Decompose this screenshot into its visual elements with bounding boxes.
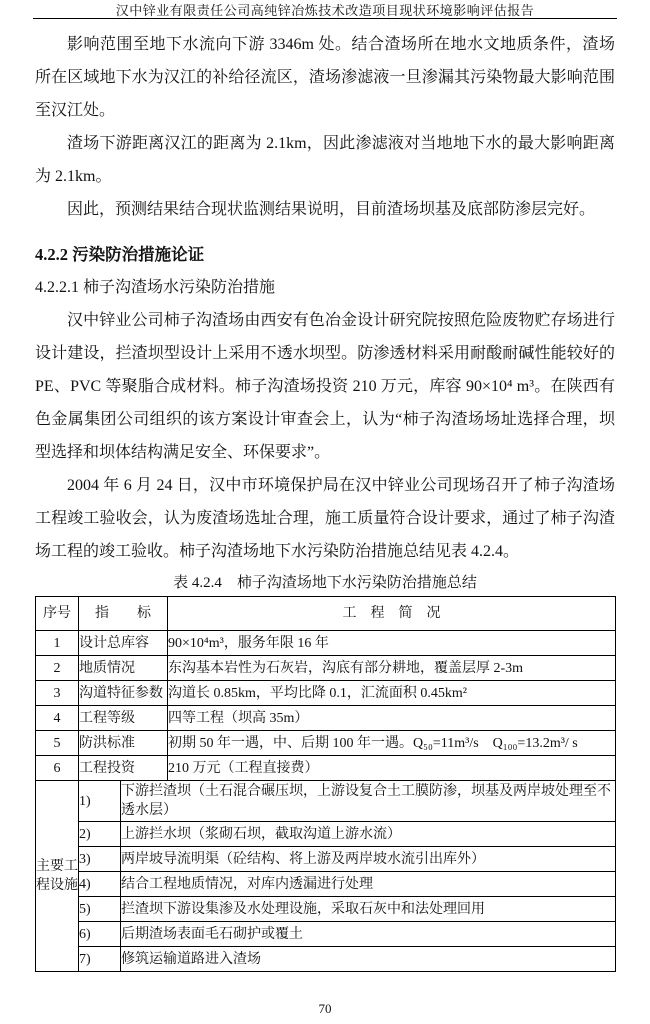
- facility-row: [36, 781, 616, 822]
- indicator-cell: 设计总库容: [79, 631, 168, 656]
- facility-number-cell: 1): [79, 781, 121, 822]
- facility-row: [36, 922, 616, 947]
- section-heading: 4.2.2 污染防治措施论证: [35, 245, 205, 264]
- paragraph: 汉中锌业公司柿子沟渣场由西安有色冶金设计研究院按照危险废物贮存场进行设计建设，拦渣坝型设计上采用不透水坝型。防渗透材料采用耐酸耐碱性能较好的 PE、PVC 等聚脂合成材料。柿子沟渣场投资 210 万元，库容 90×10⁴ m³。在陕西有色金属集团公司组织的该方案设计审查会上，认为“柿子沟渣场场址选择合理，坝型选择和坝体结构满足安全、环保要求”。: [35, 312, 615, 461]
- facility-row: [36, 947, 616, 972]
- indicator-cell: 工程等级: [79, 706, 168, 731]
- paragraph: 渣场下游距离汉江的距离为 2.1km，因此渗滤液对当地地下水的最大影响距离为 2.1km。: [35, 135, 615, 185]
- table-caption: 表 4.2.4 柿子沟渣场地下水污染防治措施总结: [173, 575, 477, 591]
- facility-number-cell: 6): [79, 922, 121, 947]
- page-number: 70: [318, 1001, 332, 1016]
- paragraph: 因此，预测结果结合现状监测结果说明，目前渣场坝基及底部防渗层完好。: [67, 201, 596, 218]
- table-row: [36, 731, 616, 756]
- row-number-cell: 3: [36, 681, 79, 706]
- table-row: [36, 706, 616, 731]
- document-body: [0, 28, 650, 972]
- description-cell: 四等工程（坝高 35m）: [168, 706, 616, 731]
- facility-number-cell: 3): [79, 847, 121, 872]
- facility-row: [36, 872, 616, 897]
- page-footer: [0, 1001, 650, 1017]
- facility-description-cell: 拦渣坝下游设集渗及水处理设施，采取石灰中和法处理回用: [121, 897, 616, 922]
- description-cell: 沟道长 0.85km，平均比降 0.1，汇流面积 0.45km²: [168, 681, 616, 706]
- subsection-heading: 4.2.2.1 柿子沟渣场水污染防治措施: [35, 279, 276, 296]
- row-number-cell: 1: [36, 631, 79, 656]
- description-cell: 210 万元（工程直接费）: [168, 756, 616, 781]
- facility-number-cell: 4): [79, 872, 121, 897]
- row-number-cell: 2: [36, 656, 79, 681]
- table-row: [36, 756, 616, 781]
- table-row: [36, 656, 616, 681]
- facility-description-cell: 结合工程地质情况，对库内透漏进行处理: [121, 872, 616, 897]
- table-row: [36, 681, 616, 706]
- running-header-title: 汉中锌业有限责任公司高纯锌冶炼技术改造项目现状环境影响评估报告: [115, 3, 535, 18]
- description-cell: 90×10⁴m³，服务年限 16 年: [168, 631, 616, 656]
- facility-number-cell: 5): [79, 897, 121, 922]
- facility-row: [36, 847, 616, 872]
- col-header-indicator: 指 标: [79, 597, 168, 631]
- facility-description-cell: 后期渣场表面毛石砌护或覆土: [121, 922, 616, 947]
- indicator-cell: 地质情况: [79, 656, 168, 681]
- facilities-label-cell: 主要工程设施: [36, 781, 79, 972]
- row-number-cell: 5: [36, 731, 79, 756]
- indicator-cell: 工程投资: [79, 756, 168, 781]
- indicator-cell: 沟道特征参数: [79, 681, 168, 706]
- facility-description-cell: 上游拦水坝（浆砌石坝，截取沟道上游水流）: [121, 822, 616, 847]
- facility-description-cell: 修筑运输道路进入渣场: [121, 947, 616, 972]
- paragraph: 影响范围至地下水流向下游 3346m 处。结合渣场所在地水文地质条件，渣场所在区域地下水为汉江的补给径流区，渣场渗滤液一旦渗漏其污染物最大影响范围至汉江处。: [35, 36, 615, 119]
- description-cell: 初期 50 年一遇，中、后期 100 年一遇。Q₅₀=11m³/s Q₁₀₀=13.2m³/ s: [168, 731, 616, 756]
- facility-number-cell: 7): [79, 947, 121, 972]
- facility-description-cell: 两岸坡导流明渠（砼结构、将上游及两岸坡水流引出库外）: [121, 847, 616, 872]
- facility-row: [36, 897, 616, 922]
- facility-row: [36, 822, 616, 847]
- description-cell: 东沟基本岩性为石灰岩，沟底有部分耕地，覆盖层厚 2-3m: [168, 656, 616, 681]
- facility-number-cell: 2): [79, 822, 121, 847]
- row-number-cell: 4: [36, 706, 79, 731]
- measures-table: [35, 596, 616, 972]
- table-row: [36, 631, 616, 656]
- table-header-row: [36, 597, 616, 631]
- paragraph: 2004 年 6 月 24 日，汉中市环境保护局在汉中锌业公司现场召开了柿子沟渣场工程竣工验收会，认为废渣场选址合理，施工质量符合设计要求，通过了柿子沟渣场工程的竣工验收。柿子沟渣场地下水污染防治措施总结见表 4.2.4。: [35, 477, 615, 560]
- row-number-cell: 6: [36, 756, 79, 781]
- indicator-cell: 防洪标准: [79, 731, 168, 756]
- col-header-overview: 工 程 简 况: [168, 597, 616, 631]
- running-header: [33, 0, 617, 19]
- facility-description-cell: 下游拦渣坝（土石混合碾压坝，上游设复合土工膜防渗，坝基及两岸坡处理至不透水层）: [121, 781, 616, 822]
- col-header-number: 序号: [36, 597, 79, 631]
